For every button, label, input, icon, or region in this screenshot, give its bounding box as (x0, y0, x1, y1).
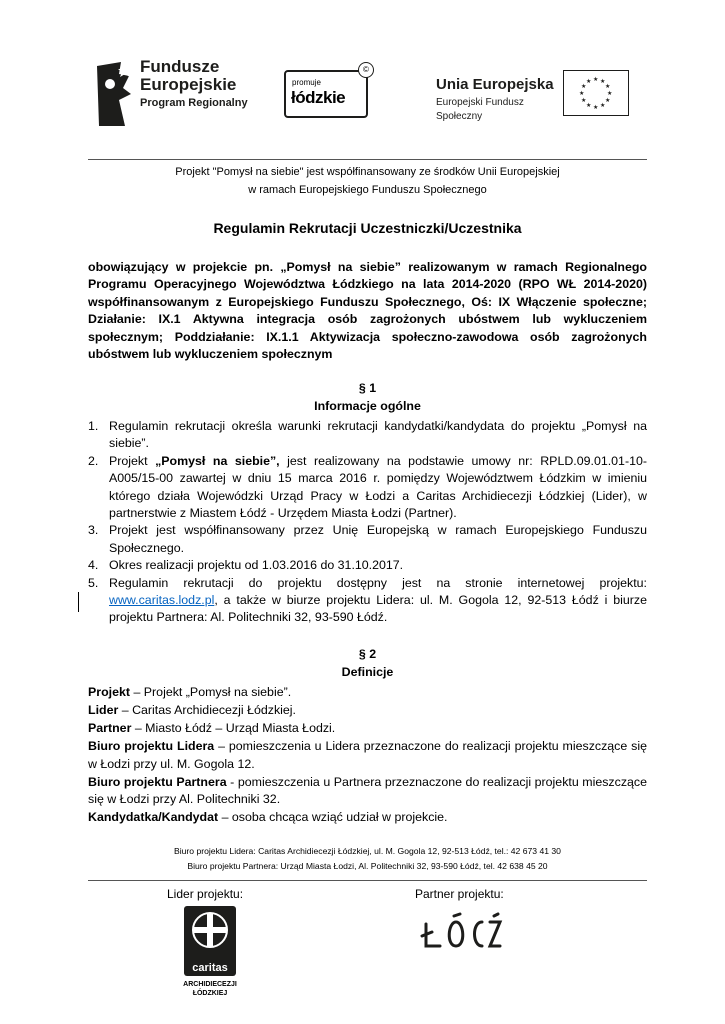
cofinancing-line2: w ramach Europejskiego Funduszu Społecznego (248, 184, 487, 196)
list-item-number: 1. (88, 419, 99, 433)
section1-number: § 1 (358, 381, 377, 395)
svg-text:★: ★ (600, 78, 606, 85)
svg-text:★: ★ (593, 76, 599, 83)
definition-text: – Caritas Archidiecezji Łódzkiej. (118, 702, 296, 717)
item5-pre: Regulamin rekrutacji do projektu dostępny jest na stronie internetowej projektu: (109, 575, 647, 590)
item2-project-name: „Pomysł na siebie”, (155, 453, 280, 468)
unia-europejska-logo-text (436, 76, 556, 124)
item5-post: , a także w biurze projektu Lidera: ul. M. Gogola 12, 92-513 Łódź i biurze projektu Partnera: Al. Politechniki 32, 93-590 Łódź. (109, 593, 647, 625)
definition (88, 684, 647, 702)
definition-text: - pomieszczenia u Partnera przeznaczone do realizacji projektu mieszczące się w Łodzi przy Al. Politechniki 32. (88, 774, 647, 807)
ue-subtitle: Europejski Fundusz Społeczny (436, 97, 524, 122)
svg-text:★: ★ (605, 83, 611, 90)
svg-text:★: ★ (586, 78, 592, 85)
footer-address-lider: Biuro projektu Lidera: Caritas Archidiecezji Łódzkiej, ul. M. Gogola 12, 92-513 Łódź, tel.: 42 673 41 30 (174, 846, 561, 856)
list-item (88, 522, 647, 557)
header-divider (88, 159, 647, 160)
footer-addresses (88, 844, 647, 873)
definition (88, 738, 647, 774)
list-item (88, 557, 647, 574)
definition-term: Lider (88, 702, 119, 717)
svg-text:★: ★ (600, 102, 606, 109)
list-item-text: Regulamin rekrutacji określa warunki rekrutacji kandydatki/kandydata do projektu „Pomysł na siebie”. (109, 419, 647, 451)
list-item-number: 2. (88, 453, 99, 468)
fe-line1: Fundusze (140, 57, 220, 76)
caritas-cross-icon (184, 906, 236, 962)
list-item (88, 453, 647, 523)
promuje-lodzkie-logo (284, 65, 369, 118)
ue-title: Unia Europejska (436, 76, 554, 93)
svg-text:★: ★ (586, 102, 592, 109)
intro-paragraph: obowiązujący w projekcie pn. „Pomysł na siebie” realizowanym w ramach Regionalnego Programu Operacyjnego Województwa Łódzkiego na lata 2014-2020 (RPO WŁ 2014-2020) współfinansowanym z Europejskiego Funduszu Społecznego, Oś: IX Włączenie społeczne; Działanie: IX.1 Aktywna integracja osób zagrożonych ubóstwem lub wykluczeniem społecznym; Poddziałanie: IX.1.1 Aktywizacja społeczno-zawodowa osób zagrożonych ubóstwem lub wykluczeniem społecznym (88, 260, 647, 362)
section1-list (88, 418, 647, 627)
lodz-city-logo-icon (420, 912, 504, 954)
list-item-number: 4. (88, 558, 99, 573)
list-item-number: 5. (88, 575, 99, 590)
definition-term: Biuro projektu Partnera (88, 774, 227, 789)
fundusze-europejskie-logo (95, 58, 260, 128)
caritas-word: caritas (192, 962, 228, 974)
list-item-text (109, 453, 647, 523)
svg-text:★: ★ (581, 97, 587, 104)
item2-pre: Projekt (109, 453, 156, 468)
caritas-archdiocese (170, 980, 250, 998)
svg-text:★: ★ (593, 104, 599, 111)
list-item (88, 575, 647, 627)
definition (88, 774, 647, 810)
cofinancing-line1: Projekt "Pomysł na siebie" jest współfinansowany ze środków Unii Europejskiej (175, 166, 560, 178)
lodz-logo-mark: © (358, 62, 374, 78)
text-cursor-bar (78, 592, 79, 612)
partner-label: Partner projektu: (415, 887, 504, 901)
svg-text:★: ★ (605, 97, 611, 104)
list-item-text: Projekt jest współfinansowany przez Unię Europejską w ramach Europejskiego Funduszu Społecznego. (109, 523, 647, 555)
caritas-emblem (184, 906, 236, 976)
definition (88, 702, 647, 720)
section1-heading: Informacje ogólne (314, 399, 421, 413)
item2-post: jest realizowany na podstawie umowy nr: RPLD.09.01.01-10-A005/15-00 zawartej w dniu 15 marca 2016 r. pomiędzy Województwem Łódzkim w imieniu którego działa Wojewódzki Urząd Pracy w Łodzi a Caritas Archidiecezji Łódzkiej (Lider), w partnerstwie z Miastem Łódź - Urzędem Miasta Łodzi (Partner). (109, 453, 647, 521)
caritas-arch-line1: ARCHIDIECEZJI (183, 981, 237, 988)
lodz-logo-small-text: promuje (292, 78, 321, 87)
list-item-text (109, 575, 647, 627)
section2-heading: Definicje (341, 665, 394, 679)
svg-text:★: ★ (579, 90, 585, 97)
definition-term: Partner (88, 720, 132, 735)
fe-star-figure-icon (95, 60, 135, 128)
definition-text: – osoba chcąca wziąć udział w projekcie. (218, 810, 448, 825)
caritas-logo (180, 906, 240, 1016)
definition-text: – pomieszczenia u Lidera przeznaczone do realizacji projektu mieszczące się w Łodzi przy ul. M. Gogola 12. (88, 738, 647, 771)
caritas-arch-line2: ŁÓDZKIEJ (192, 990, 228, 997)
section2-number: § 2 (358, 647, 377, 661)
lodz-logo-big-text: łódzkie (291, 88, 346, 107)
definitions-list (88, 684, 647, 827)
definition-term: Biuro projektu Lidera (88, 738, 215, 753)
svg-text:★: ★ (581, 83, 587, 90)
definition (88, 720, 647, 738)
fe-line2: Europejskie (140, 75, 237, 94)
definition-term: Kandydatka/Kandydat (88, 810, 219, 825)
list-item (88, 418, 647, 453)
list-item-number: 3. (88, 523, 99, 538)
footer-address-partner: Biuro projektu Partnera: Urząd Miasta Łodzi, Al. Politechniki 32, 93-590 Łódź, tel. 42 638 45 20 (187, 860, 548, 871)
fe-line3: Program Regionalny (140, 97, 248, 109)
definition-text: – Projekt „Pomysł na siebie”. (130, 685, 292, 699)
caritas-website-link[interactable]: www.caritas.lodz.pl (109, 593, 215, 608)
eu-flag-icon (563, 70, 629, 116)
definition (88, 809, 647, 827)
definition-term: Projekt (88, 685, 131, 699)
lider-label: Lider projektu: (167, 887, 244, 901)
document-title: Regulamin Rekrutacji Uczestniczki/Uczestnika (213, 220, 522, 236)
svg-text:★: ★ (607, 90, 613, 97)
definition-text: – Miasto Łódź – Urząd Miasta Łodzi. (131, 720, 336, 735)
list-item-text: Okres realizacji projektu od 1.03.2016 do 31.10.2017. (109, 558, 404, 573)
footer-divider (88, 880, 647, 881)
